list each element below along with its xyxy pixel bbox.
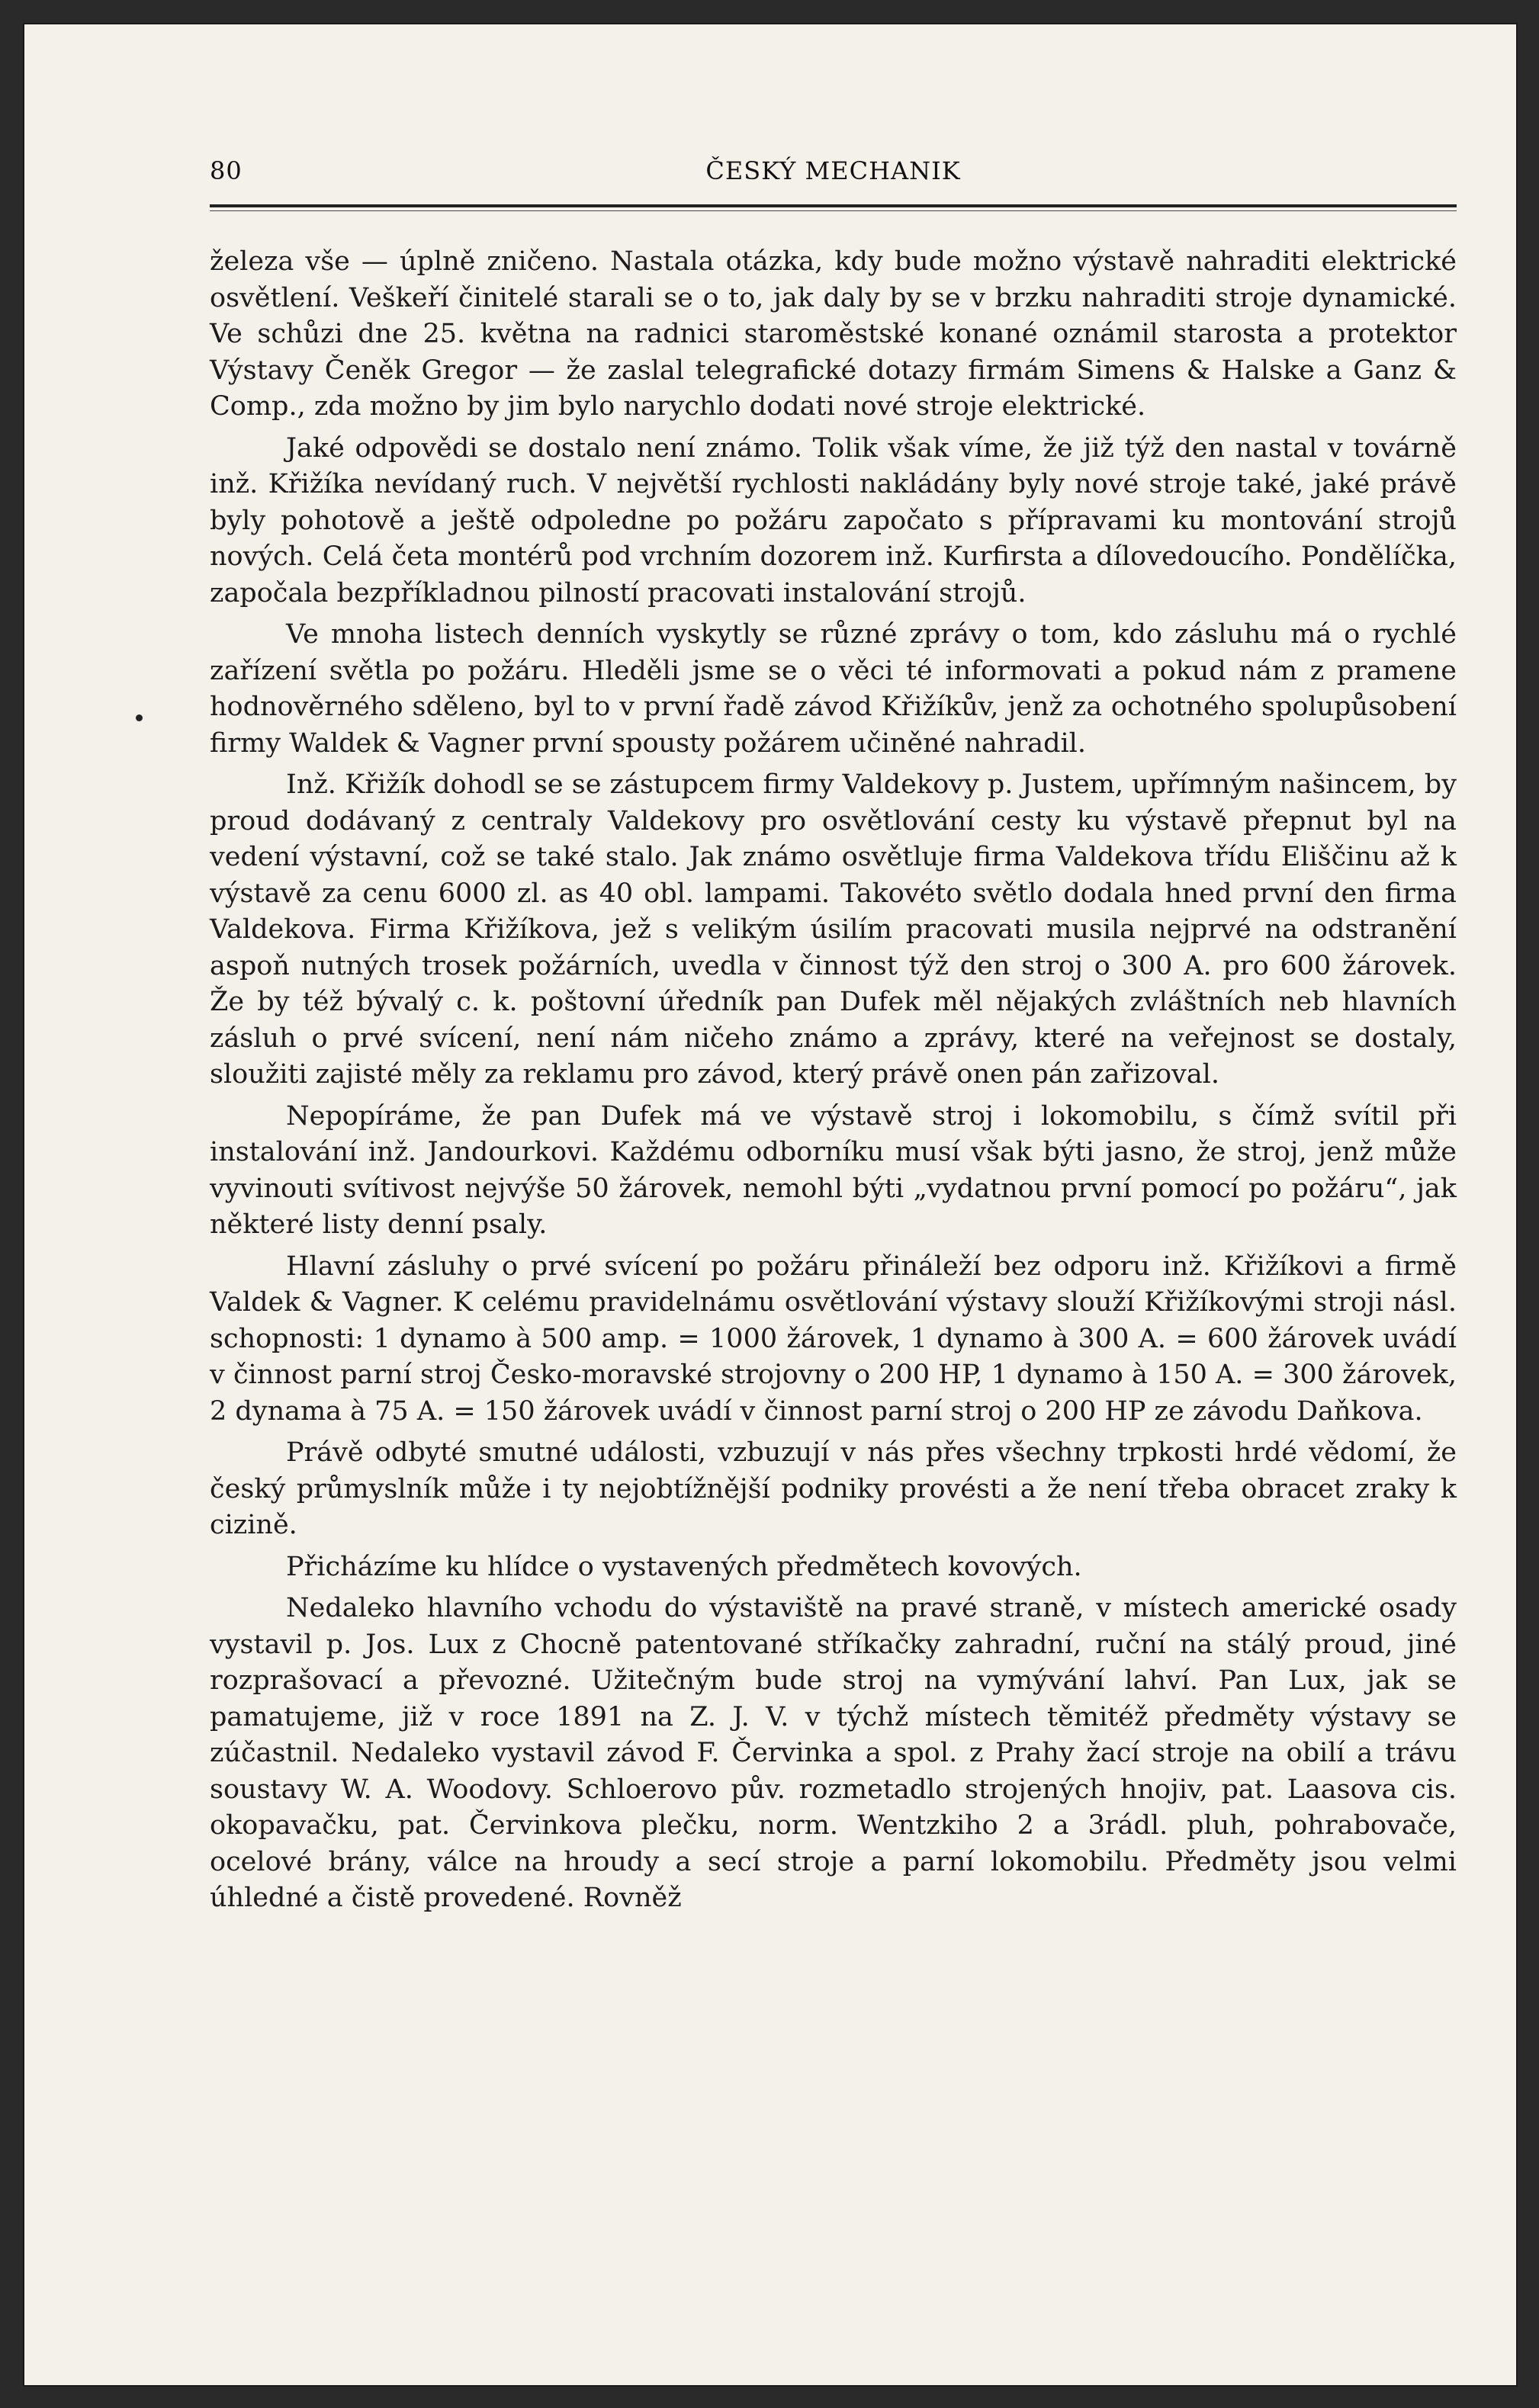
header-rule-thin (210, 210, 1457, 211)
margin-dot-mark (136, 714, 143, 721)
paragraph: Nedaleko hlavního vchodu do výstaviště na pravé straně, v místech americké osady vystavil p. Jos. Lux z Chocně patentované stříkačky zahradní, ruční na stálý proud, jiné rozprašovací a převozné. Užitečným bude stroj na vymývání lahví. Pan Lux, jak se pamatujeme, již v roce 1891 na Z. J. V. v týchž místech těmitéž předměty výstavy se zúčastnil. Nedaleko vystavil závod F. Červinka a spol. z Prahy žací stroje na obilí a trávu soustavy W. A. Woodovy. Schloerovo pův. rozmetadlo strojených hnojiv, pat. Laasova cis. okopavačku, pat. Červinkova plečku, norm. Wentzkiho 2 a 3rádl. pluh, pohrabovače, ocelové brány, válce na hroudy a secí stroje a parní lokomobilu. Předměty jsou velmi úhledné a čistě provedené. Rovněž (210, 1593, 1457, 1913)
paragraph: Ve mnoha listech denních vyskytly se různé zprávy o tom, kdo zásluhu má o rychlé zařízení světla po požáru. Hleděli jsme se o věci té informovati a pokud nám z pramene hodnověrného sděleno, byl to v první řadě závod Křižíkův, jenž za ochotného spolupůsobení firmy Waldek & Vagner první spousty požárem učiněné nahradil. (210, 619, 1457, 759)
page-number: 80 (210, 156, 243, 185)
paragraph: železa vše — úplně zničeno. Nastala otázka, kdy bude možno výstavě nahraditi elektrické osvětlení. Veškeří činitelé starali se o to, jak daly by se v brzku nahraditi stroje dynamické. Ve schůzi dne 25. května na radnici staroměstské konané oznámil starosta a protektor Výstavy Čeněk Gregor — že zaslal telegrafické dotazy firmám Simens & Halske a Ganz & Comp., zda možno by jim bylo narychlo dodati nové stroje elektrické. (210, 246, 1457, 422)
article-body (210, 244, 1457, 1922)
paragraph: Jaké odpovědi se dostalo není známo. Tolik však víme, že již týž den nastal v továrně inž. Křižíka nevídaný ruch. V největší rychlosti nakládány byly nové stroje také, jaké právě byly pohotově a ještě odpoledne po požáru započato s přípravami ku montování strojů nových. Celá četa montérů pod vrchním dozorem inž. Kurfirsta a dílovedoucího. Pondělíčka, započala bezpříkladnou pilností pracovati instalování strojů. (210, 432, 1457, 608)
paragraph: Přicházíme ku hlídce o vystavených předmětech kovových. (286, 1551, 1082, 1582)
paragraph: Nepopíráme, že pan Dufek má ve výstavě stroj i lokomobilu, s čímž svítil při instalování inž. Jandourkovi. Každému odborníku musí však býti jasno, že stroj, jenž může vyvinouti svítivost nejvýše 50 žárovek, nemohl býti „vydatnou první pomocí po požáru“, jak některé listy denní psaly. (210, 1100, 1457, 1240)
header-rule-thick (210, 204, 1457, 207)
paragraph: Hlavní zásluhy o prvé svícení po požáru přináleží bez odporu inž. Křižíkovi a firmě Valdek & Vagner. K celému pravidelnámu osvětlování výstavy slouží Křižíkovými stroji násl. schopnosti: 1 dynamo à 500 amp. = 1000 žárovek, 1 dynamo à 300 A. = 600 žárovek uvádí v činnost parní stroj Česko-moravské strojovny o 200 HP, 1 dynamo à 150 A. = 300 žárovek, 2 dynama à 75 A. = 150 žárovek uvádí v činnost parní stroj o 200 HP ze závodu Daňkova. (210, 1251, 1457, 1427)
paragraph: Právě odbyté smutné události, vzbuzují v nás přes všechny trpkosti hrdé vědomí, že český průmyslník může i ty nejobtížnější podniky provésti a že není třeba obracet zraky k cizině. (210, 1437, 1457, 1540)
book-page (23, 23, 1518, 2387)
page-header (210, 156, 1457, 199)
paragraph: Inž. Křižík dohodl se se zástupcem firmy Valdekovy p. Justem, upřímným našincem, by proud dodávaný z centraly Valdekovy pro osvětlování cesty ku výstavě přepnut byl na vedení výstavní, což se také stalo. Jak známo osvětluje firma Valdekova třídu Eliščinu až k výstavě za cenu 6000 zl. as 40 obl. lampami. Takovéto světlo dodala hned první den firma Valdekova. Firma Křižíkova, jež s velikým úsilím pracovati musila nejprvé na odstranění aspoň nutných trosek požárních, uvedla v činnost týž den stroj o 300 A. pro 600 žárovek. Že by též bývalý c. k. poštovní úředník pan Dufek měl nějakých zvláštních neb hlavních zásluh o prvé svícení, není nám ničeho známo a zprávy, které na veřejnost se dostaly, sloužiti zajisté měly za reklamu pro závod, který právě onen pán zařizoval. (210, 769, 1457, 1090)
running-title: ČESKÝ MECHANIK (705, 156, 961, 185)
